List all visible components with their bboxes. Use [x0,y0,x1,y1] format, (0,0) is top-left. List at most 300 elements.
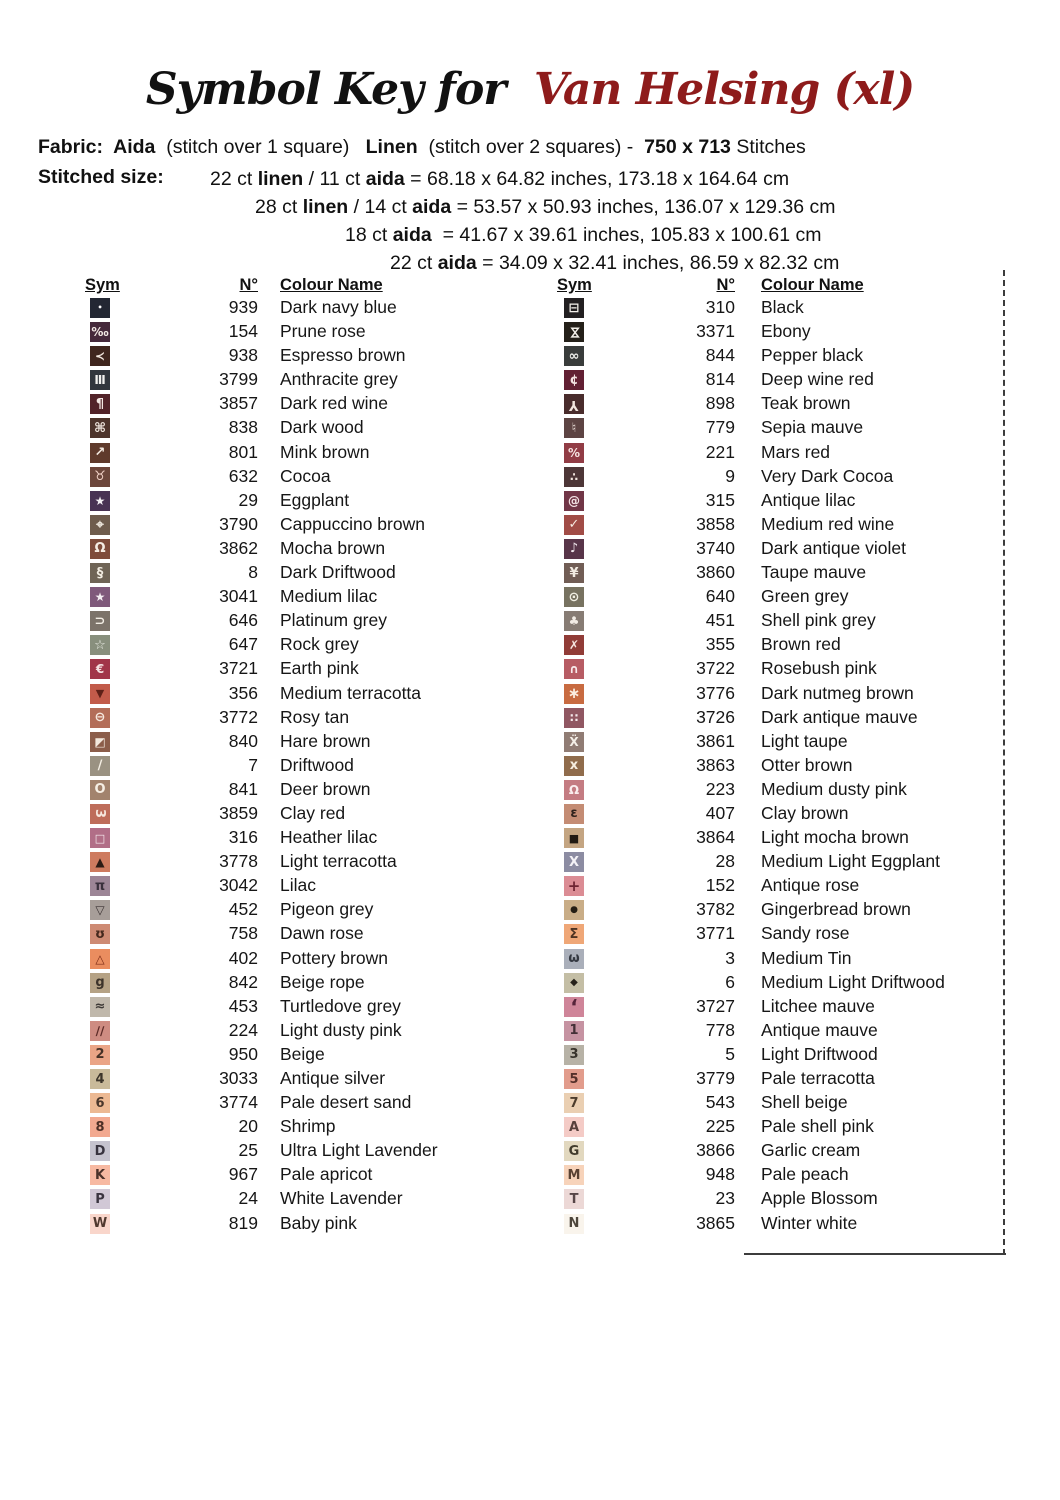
fabric-info-line [38,136,806,159]
symbol-glyph-icon: ★ [94,590,106,605]
key-row [564,1115,1024,1139]
thread-number: 356 [228,682,258,703]
colour-name: Beige [280,1043,325,1064]
text-segment: 18 ct [345,224,393,246]
symbol-glyph-icon: ≈ [94,999,106,1015]
key-row [90,778,530,802]
colour-name: Shell beige [761,1092,848,1113]
colour-name: Earth pink [280,658,359,679]
key-row [90,633,530,657]
key-row [564,922,1024,946]
key-row [564,1091,1024,1115]
thread-number: 647 [228,634,258,655]
symbol-glyph-icon: ∞ [568,348,580,364]
symbol-swatch [90,563,110,583]
key-table-right-column [564,296,1024,1236]
symbol-swatch [564,587,584,607]
symbol-swatch [564,611,584,631]
symbol-glyph-icon: 2 [95,1047,105,1063]
symbol-glyph-icon: 7 [569,1095,579,1111]
colour-name: Clay red [280,802,346,823]
key-row [564,947,1024,971]
key-row [90,561,530,585]
key-row [90,947,530,971]
symbol-glyph-icon: • [97,303,103,312]
symbol-glyph-icon: ⊃ [94,613,106,629]
colour-name: Apple Blossom [761,1188,878,1209]
symbol-glyph-icon: ʊ [94,926,106,942]
symbol-glyph-icon: ◩ [94,734,106,749]
symbol-glyph-icon: D [94,1143,106,1159]
symbol-glyph-icon: ■ [568,831,580,845]
symbol-glyph-icon: 8 [95,1119,105,1135]
colour-name: Medium dusty pink [761,778,907,799]
text-segment: aida [365,168,405,190]
key-table-left-column [90,296,530,1236]
colour-name: Espresso brown [280,345,406,366]
key-row [90,730,530,754]
key-row [564,802,1024,826]
colour-name: Medium Tin [761,947,852,968]
symbol-glyph-icon: Χ [568,854,580,870]
symbol-glyph-icon: ∕ [97,758,103,774]
colour-name: Gingerbread brown [761,899,911,920]
colour-name: Dark nutmeg brown [761,682,914,703]
symbol-swatch [564,949,584,969]
thread-number: 223 [705,778,735,799]
symbol-swatch [564,443,584,463]
text-segment: (stitch over 1 square) [155,136,366,158]
colour-name: Brown red [761,634,841,655]
header-number-left: N° [239,276,258,294]
symbol-swatch [564,298,584,318]
symbol-swatch [564,708,584,728]
symbol-swatch [90,900,110,920]
colour-name: Driftwood [280,754,354,775]
key-row [90,657,530,681]
symbol-glyph-icon: ☆ [94,637,106,653]
key-row [90,368,530,392]
header-colour-name-left: Colour Name [280,276,383,294]
thread-number: 3865 [696,1212,735,1233]
symbol-glyph-icon: G [568,1143,580,1159]
symbol-swatch [564,418,584,438]
thread-number: 3041 [219,586,258,607]
thread-number: 3772 [219,706,258,727]
thread-number: 154 [228,321,258,342]
colour-name: Cappuccino brown [280,513,425,534]
colour-name: Shrimp [280,1116,336,1137]
symbol-glyph-icon: K [94,1167,106,1183]
text-segment: aida [437,252,477,274]
colour-name: Deep wine red [761,369,874,390]
key-row [564,1139,1024,1163]
stitched-size-line [0,222,839,250]
colour-name: White Lavender [280,1188,403,1209]
symbol-glyph-icon: x [569,758,579,774]
symbol-swatch [90,780,110,800]
thread-number: 451 [705,610,735,631]
key-row [90,1091,530,1115]
symbol-swatch [564,1045,584,1065]
colour-name: Medium Light Driftwood [761,971,945,992]
symbol-glyph-icon: ε [570,806,578,822]
thread-number: 3863 [696,754,735,775]
symbol-glyph-icon: € [95,662,105,677]
key-row [564,730,1024,754]
text-segment: aida [412,196,452,218]
thread-number: 543 [705,1092,735,1113]
key-row [90,874,530,898]
stitched-size-line [0,166,839,194]
symbol-swatch [564,780,584,800]
symbol-swatch [90,659,110,679]
thread-number: 224 [228,1019,258,1040]
symbol-swatch [90,732,110,752]
thread-number: 938 [228,345,258,366]
colour-name: Anthracite grey [280,369,398,390]
symbol-glyph-icon: ↗ [94,445,106,461]
key-row [564,754,1024,778]
symbol-swatch [90,346,110,366]
colour-name: Very Dark Cocoa [761,465,894,486]
thread-number: 453 [228,995,258,1016]
header-sym-left: Sym [85,276,120,294]
thread-number: 939 [228,297,258,317]
colour-name: Hare brown [280,730,371,751]
key-row [564,706,1024,730]
colour-name: Dark Driftwood [280,562,396,583]
symbol-swatch [564,1141,584,1161]
thread-number: 640 [705,586,735,607]
colour-name: Teak brown [761,393,851,414]
symbol-swatch [90,418,110,438]
thread-number: 801 [228,441,258,462]
symbol-glyph-icon: □ [94,831,106,845]
colour-name: Ultra Light Lavender [280,1140,438,1161]
symbol-swatch [564,1069,584,1089]
key-row [564,585,1024,609]
thread-number: 310 [705,297,735,317]
colour-name: Pale terracotta [761,1068,875,1088]
symbol-glyph-icon: ♪ [569,541,579,557]
thread-number: 3862 [219,537,258,558]
symbol-glyph-icon: ¢ [569,372,579,388]
key-row [90,1139,530,1163]
key-row [90,754,530,778]
symbol-glyph-icon: ⋈ [566,325,582,339]
key-row [564,368,1024,392]
symbol-swatch [90,370,110,390]
symbol-glyph-icon: Ⅲ [94,373,106,388]
symbol-glyph-icon: ✗ [568,638,580,653]
key-row [564,657,1024,681]
key-row [90,296,530,320]
symbol-glyph-icon: P [95,1191,105,1207]
symbol-swatch [564,322,584,342]
symbol-glyph-icon: M [567,1167,581,1183]
symbol-glyph-icon: ● [570,904,578,915]
symbol-glyph-icon: ‘ [570,994,578,1019]
symbol-glyph-icon: + [567,876,581,895]
symbol-swatch [90,708,110,728]
page-title [0,64,1060,115]
symbol-swatch [564,394,584,414]
thread-number: 29 [238,489,258,510]
key-row [564,1043,1024,1067]
thread-number: 3864 [696,827,735,848]
symbol-swatch [564,539,584,559]
symbol-swatch [90,515,110,535]
key-row [564,898,1024,922]
thread-number: 778 [705,1019,735,1040]
colour-name: Antique mauve [761,1019,878,1040]
symbol-swatch [90,467,110,487]
thread-number: 3726 [696,706,735,727]
thread-number: 3858 [696,513,735,534]
symbol-glyph-icon: ∕∕ [95,1023,105,1038]
key-row [564,971,1024,995]
colour-name: Rock grey [280,634,359,655]
thread-number: 315 [705,489,735,510]
key-row [90,513,530,537]
symbol-glyph-icon: Y [569,396,579,412]
text-segment: Linen [365,136,418,158]
symbol-glyph-icon: ∩ [569,662,579,677]
colour-name: Medium lilac [280,586,378,607]
key-row [90,489,530,513]
thread-number: 646 [228,610,258,631]
key-row [90,465,530,489]
thread-number: 8 [248,562,258,583]
title-pattern-name: Van Helsing (xl) [533,64,915,115]
colour-name: Pale peach [761,1164,849,1185]
symbol-swatch [564,924,584,944]
symbol-swatch [564,1117,584,1137]
thread-number: 967 [228,1164,258,1185]
key-row [564,1067,1024,1091]
colour-name: Shell pink grey [761,610,876,631]
key-row [564,850,1024,874]
key-row [90,1115,530,1139]
key-row [564,392,1024,416]
key-row [90,441,530,465]
thread-number: 3727 [696,995,735,1016]
key-row [564,1212,1024,1236]
text-segment: Stitches [730,136,806,158]
symbol-glyph-icon: ⌖ [96,516,104,533]
text-segment: 28 ct [255,196,303,218]
symbol-glyph-icon: ⊙ [568,589,580,605]
symbol-glyph-icon: Ω [94,541,106,557]
symbol-glyph-icon: A [568,1119,580,1135]
key-row [90,1043,530,1067]
text-segment: = 41.67 x 39.61 inches, 105.83 x 100.61 cm [431,224,822,246]
symbol-swatch [90,852,110,872]
symbol-glyph-icon: 5 [569,1071,579,1087]
thread-number: 225 [705,1116,735,1137]
colour-name: Beige rope [280,971,365,992]
text-segment: aida [392,224,432,246]
thread-number: 7 [248,754,258,775]
symbol-swatch [90,684,110,704]
symbol-swatch [90,1045,110,1065]
symbol-swatch [90,804,110,824]
symbol-swatch [90,635,110,655]
symbol-swatch [90,1093,110,1113]
symbol-swatch [564,1021,584,1041]
thread-number: 3722 [696,658,735,679]
text-segment: = 34.09 x 32.41 inches, 86.59 x 82.32 cm [476,252,840,274]
key-row [564,826,1024,850]
table-border-horizontal-line [744,1253,1006,1255]
colour-name: Pottery brown [280,947,388,968]
colour-name: Heather lilac [280,827,378,848]
key-row [564,561,1024,585]
key-row [564,778,1024,802]
thread-number: 3371 [696,321,735,342]
colour-name: Sandy rose [761,923,850,944]
symbol-swatch [90,876,110,896]
key-row [90,537,530,561]
thread-number: 3859 [219,802,258,823]
symbol-swatch [564,732,584,752]
thread-number: 950 [228,1043,258,1064]
key-row [564,344,1024,368]
symbol-glyph-icon: W [92,1216,108,1232]
colour-name: Dark navy blue [280,297,397,317]
key-row [90,826,530,850]
key-row [90,682,530,706]
key-row [564,537,1024,561]
thread-number: 24 [238,1188,258,1209]
thread-number: 6 [725,971,735,992]
thread-number: 3790 [219,513,258,534]
thread-number: 25 [238,1140,258,1161]
thread-number: 840 [228,730,258,751]
symbol-glyph-icon: ∴ [569,469,579,484]
key-row [90,995,530,1019]
symbol-swatch [90,924,110,944]
symbol-swatch [564,467,584,487]
symbol-swatch [564,1093,584,1113]
key-row [564,633,1024,657]
thread-number: 3782 [696,899,735,920]
symbol-swatch [564,994,584,1019]
symbol-glyph-icon: ▲ [95,855,105,870]
symbol-swatch [90,997,110,1017]
colour-name: Rosy tan [280,706,350,727]
colour-name: Pigeon grey [280,899,374,920]
key-row [90,971,530,995]
colour-name: Litchee mauve [761,995,875,1016]
colour-name: Sepia mauve [761,417,864,438]
symbol-swatch [90,394,110,414]
key-row [564,995,1024,1019]
key-row [90,850,530,874]
symbol-swatch [564,876,584,896]
key-row [564,320,1024,344]
colour-name: Mink brown [280,441,370,462]
key-row [90,1067,530,1091]
key-row [90,1019,530,1043]
key-row [90,922,530,946]
colour-name: Pale apricot [280,1164,373,1185]
symbol-glyph-icon: g [95,975,105,991]
text-segment: = 68.18 x 64.82 inches, 173.18 x 164.64 cm [404,168,790,190]
thread-number: 402 [228,947,258,968]
colour-name: Light Driftwood [761,1043,878,1064]
colour-name: Antique silver [280,1068,386,1088]
symbol-swatch [564,370,584,390]
text-segment: Fabric: Aida [38,136,156,158]
symbol-swatch [564,635,584,655]
symbol-glyph-icon: § [96,565,104,581]
symbol-swatch [90,1117,110,1137]
key-row [90,392,530,416]
symbol-glyph-icon: ¶ [95,396,105,412]
colour-name: Antique rose [761,875,860,896]
symbol-swatch [564,684,584,704]
symbol-swatch [90,1021,110,1041]
header-number-right: N° [716,276,735,294]
symbol-swatch [564,973,584,993]
key-row [90,1163,530,1187]
colour-name: Winter white [761,1212,858,1233]
symbol-glyph-icon: ✓ [568,517,580,533]
symbol-glyph-icon: ‰ [91,325,109,340]
colour-name: Otter brown [761,754,853,775]
symbol-swatch [564,852,584,872]
colour-name: Medium red wine [761,513,895,534]
text-segment: 22 ct [210,168,258,190]
colour-name: Light taupe [761,730,848,751]
colour-name: Light mocha brown [761,827,909,848]
text-segment: / 14 ct [348,196,413,218]
text-segment: linen [257,168,304,190]
text-segment: = 53.57 x 50.93 inches, 136.07 x 129.36 cm [451,196,836,218]
colour-name: Prune rose [280,321,366,342]
symbol-swatch [90,1141,110,1161]
thread-number: 3779 [696,1068,735,1088]
stitched-size-line [0,194,839,222]
thread-number: 819 [228,1212,258,1233]
thread-number: 779 [705,417,735,438]
key-row [564,489,1024,513]
thread-number: 23 [715,1188,735,1209]
symbol-glyph-icon: 6 [95,1095,105,1111]
colour-name: Mocha brown [280,537,386,558]
thread-number: 3860 [696,562,735,583]
key-row [90,416,530,440]
colour-name: Eggplant [280,489,350,510]
symbol-swatch [90,491,110,511]
key-row [564,1163,1024,1187]
title-prefix: Symbol Key for [145,64,506,115]
key-row [564,513,1024,537]
colour-name: Garlic cream [761,1140,861,1161]
key-row [564,465,1024,489]
key-row [564,682,1024,706]
symbol-swatch [90,1189,110,1209]
thread-number: 3721 [219,658,258,679]
colour-name: Green grey [761,586,849,607]
symbol-swatch [564,828,584,848]
thread-number: 841 [228,778,258,799]
thread-number: 3740 [696,537,735,558]
symbol-swatch [90,1165,110,1185]
symbol-swatch [90,611,110,631]
